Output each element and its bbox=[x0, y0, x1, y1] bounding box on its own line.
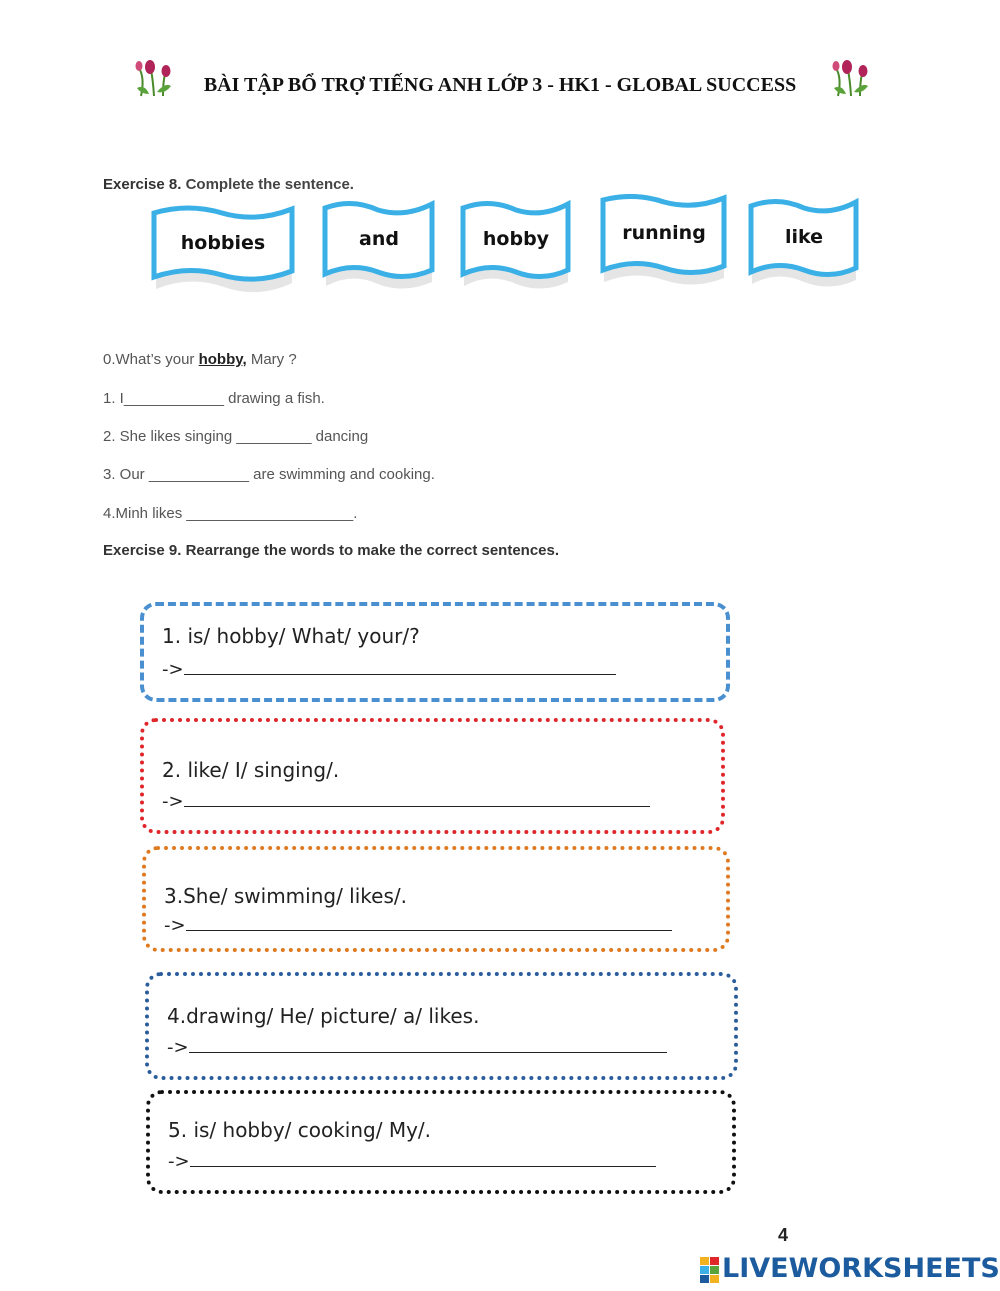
answer-line[interactable] bbox=[189, 1036, 667, 1053]
word-and: and bbox=[359, 228, 399, 250]
rearrange-answer-3[interactable] bbox=[164, 914, 672, 936]
exercise-9-title: Exercise 9. Rearrange the words to make the correct sentences. bbox=[103, 542, 560, 559]
page-number: 4 bbox=[778, 1225, 789, 1245]
answer-prefix: -> bbox=[164, 915, 186, 936]
liveworksheets-brand: LIVEWORKSHEETS bbox=[722, 1253, 1000, 1284]
word-like: like bbox=[784, 226, 824, 248]
rearrange-box-1 bbox=[140, 602, 730, 702]
answer-line[interactable] bbox=[184, 658, 616, 675]
rearrange-box-5 bbox=[146, 1090, 736, 1194]
rearrange-answer-4[interactable] bbox=[167, 1036, 667, 1058]
rearrange-prompt-3: 3.She/ swimming/ likes/. bbox=[164, 884, 407, 908]
rearrange-prompt-1: 1. is/ hobby/ What/ your/? bbox=[162, 624, 420, 648]
answer-prefix: -> bbox=[162, 791, 184, 812]
rearrange-box-3 bbox=[142, 846, 730, 952]
exercise-8-title bbox=[103, 176, 354, 193]
sentence-2[interactable]: 2. She likes singing _________ dancing bbox=[103, 428, 369, 445]
liveworksheets-logo-icon bbox=[700, 1257, 720, 1283]
example-sentence bbox=[103, 351, 297, 368]
rearrange-answer-2[interactable] bbox=[162, 790, 650, 812]
word-banner-hobby bbox=[460, 200, 572, 270]
tulip-icon-right bbox=[832, 58, 870, 103]
answer-line[interactable] bbox=[190, 1150, 656, 1167]
rearrange-prompt-4: 4.drawing/ He/ picture/ a/ likes. bbox=[167, 1004, 480, 1028]
answer-line[interactable] bbox=[186, 914, 672, 931]
exercise-8-instruction: Complete the sentence. bbox=[185, 176, 354, 193]
example-suffix: Mary ? bbox=[246, 351, 297, 368]
rearrange-answer-1[interactable] bbox=[162, 658, 616, 680]
word-banner-running bbox=[600, 194, 728, 264]
rearrange-box-2 bbox=[140, 718, 725, 834]
rearrange-answer-5[interactable] bbox=[168, 1150, 656, 1172]
sentence-3[interactable]: 3. Our ____________ are swimming and cooking. bbox=[103, 466, 435, 483]
word-banner-and bbox=[322, 200, 436, 270]
word-hobbies: hobbies bbox=[180, 232, 266, 254]
answer-prefix: -> bbox=[168, 1151, 190, 1172]
word-running: running bbox=[622, 222, 706, 244]
example-answer: hobby, bbox=[198, 351, 247, 368]
rearrange-prompt-5: 5. is/ hobby/ cooking/ My/. bbox=[168, 1118, 432, 1142]
word-hobby: hobby bbox=[482, 228, 550, 250]
rearrange-box-4 bbox=[145, 972, 738, 1080]
answer-prefix: -> bbox=[162, 659, 184, 680]
answer-prefix: -> bbox=[167, 1037, 189, 1058]
page-title: BÀI TẬP BỔ TRỢ TIẾNG ANH LỚP 3 - HK1 - GLOBAL SUCCESS bbox=[203, 74, 797, 96]
word-banner-like bbox=[748, 198, 860, 268]
sentence-4[interactable]: 4.Minh likes ____________________. bbox=[103, 505, 358, 522]
example-prefix: 0.What’s your bbox=[103, 351, 199, 368]
rearrange-prompt-2: 2. like/ I/ singing/. bbox=[162, 758, 340, 782]
exercise-8-label: Exercise 8. bbox=[103, 176, 182, 193]
word-banner-hobbies bbox=[150, 205, 296, 275]
sentence-1[interactable]: 1. I____________ drawing a fish. bbox=[103, 390, 325, 407]
answer-line[interactable] bbox=[184, 790, 650, 807]
